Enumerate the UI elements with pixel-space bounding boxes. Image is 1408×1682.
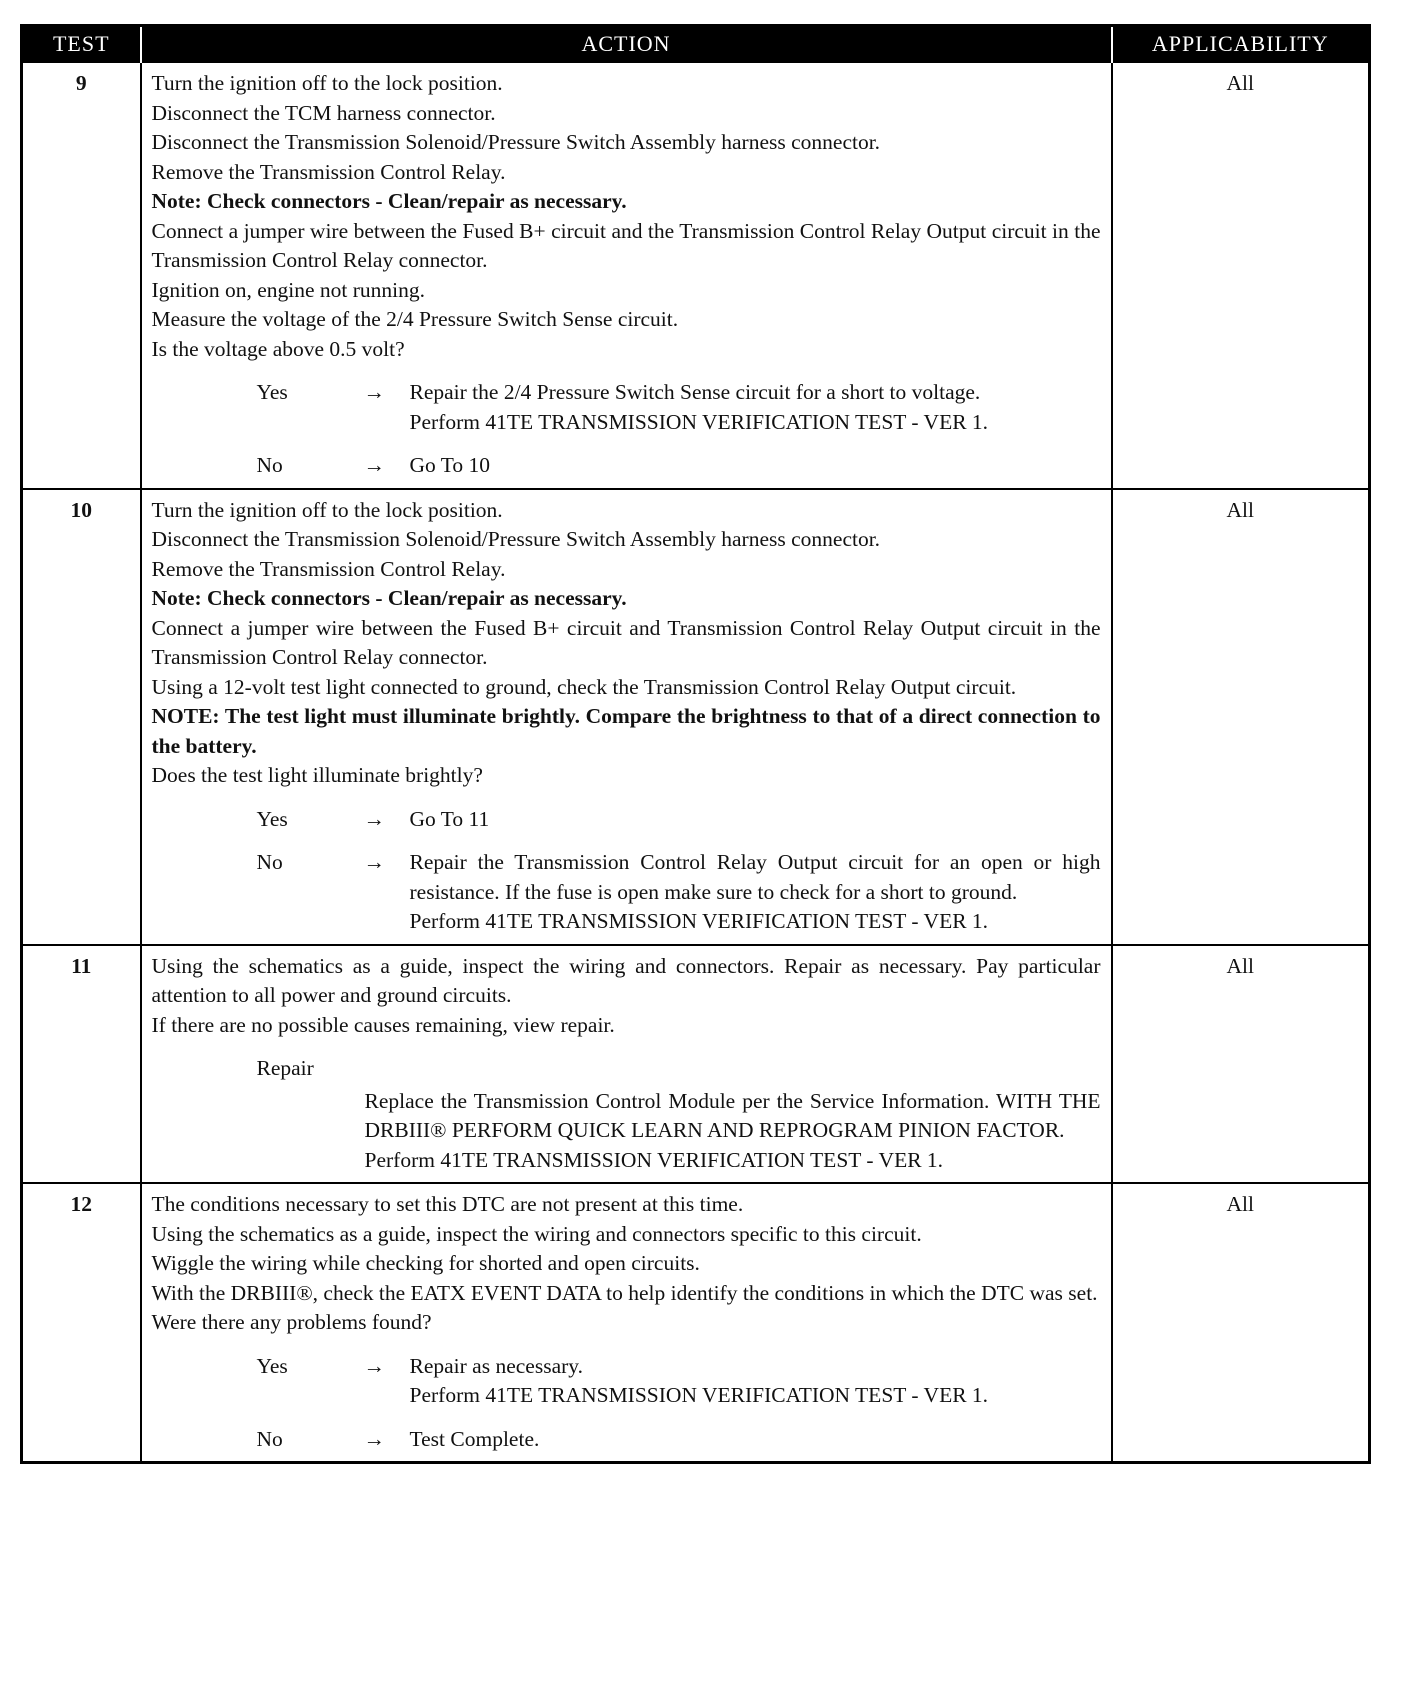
action-cell — [141, 62, 1112, 489]
outcome-body — [410, 1425, 1101, 1455]
diagnostic-test-table — [20, 24, 1371, 1464]
test-number: 9 — [22, 62, 141, 489]
outcome-body — [410, 451, 1101, 481]
outcome-yes — [152, 378, 1101, 437]
action-step: Turn the ignition off to the lock position. — [151, 497, 503, 522]
applicability-value: All — [1112, 945, 1370, 1184]
outcome-line: Perform 41TE TRANSMISSION VERIFICATION TEST - VER 1. — [409, 409, 989, 434]
repair-body — [152, 1087, 1101, 1176]
action-steps — [152, 496, 1101, 791]
arrow-right-icon: → — [363, 453, 385, 477]
table-row — [22, 1183, 1370, 1463]
action-steps — [152, 69, 1101, 364]
arrow-right-icon: → — [363, 1426, 385, 1451]
outcome-yes — [152, 1352, 1101, 1411]
outcome-line: Perform 41TE TRANSMISSION VERIFICATION TEST - VER 1. — [409, 1383, 989, 1407]
action-step: Using the schematics as a guide, inspect the wiring and connectors specific to this circuit. — [151, 1221, 922, 1246]
action-note: NOTE: The test light must illuminate brightly. Compare the brightness to that of a direct connection to the battery. — [151, 704, 1101, 758]
outcome-line: Repair as necessary. — [409, 1353, 584, 1378]
action-step: If there are no possible causes remaining, view repair. — [151, 1012, 615, 1037]
table-body — [22, 62, 1370, 1463]
outcome-label: Yes — [256, 380, 288, 404]
applicability-value: All — [1112, 62, 1370, 489]
outcome-line: Repair the 2/4 Pressure Switch Sense circuit for a short to voltage. — [409, 380, 981, 404]
outcome-label: No — [256, 850, 283, 874]
action-cell — [141, 1183, 1112, 1463]
test-number: 10 — [22, 489, 141, 945]
table-row — [22, 62, 1370, 489]
repair-line: Perform 41TE TRANSMISSION VERIFICATION TEST - VER 1. — [364, 1147, 944, 1172]
header-action: ACTION — [141, 26, 1112, 63]
action-step: Is the voltage above 0.5 volt? — [151, 336, 405, 361]
outcome-yes — [152, 805, 1101, 835]
table-header — [22, 26, 1370, 63]
outcome-no — [152, 1425, 1101, 1455]
repair-label: Repair — [256, 1056, 314, 1080]
outcome-line: Test Complete. — [409, 1426, 540, 1451]
outcome-no — [152, 848, 1101, 937]
outcome-line: Repair the Transmission Control Relay Output circuit for an open or high resistance. If the fuse is open make sure to check for a short to ground. — [409, 850, 1101, 904]
arrow-right-icon: → — [363, 380, 385, 404]
action-step: Disconnect the TCM harness connector. — [151, 100, 496, 125]
action-step: Remove the Transmission Control Relay. — [151, 556, 506, 581]
action-step: Connect a jumper wire between the Fused B+ circuit and the Transmission Control Relay Output circuit in the Transmission Control Relay connector. — [151, 218, 1101, 272]
outcome-no — [152, 451, 1101, 481]
table-row — [22, 945, 1370, 1184]
action-step: Using the schematics as a guide, inspect the wiring and connectors. Repair as necessary. Pay particular attention to all power and ground circuits. — [151, 953, 1101, 1007]
action-cell — [141, 489, 1112, 945]
applicability-value: All — [1112, 1183, 1370, 1463]
table-row — [22, 489, 1370, 945]
outcome-line: Go To 11 — [409, 806, 490, 831]
action-step: Does the test light illuminate brightly? — [151, 763, 483, 787]
action-note: Note: Check connectors - Clean/repair as necessary. — [151, 586, 627, 610]
arrow-right-icon: → — [363, 806, 385, 831]
outcome-label: Yes — [256, 806, 288, 831]
outcome-label: Yes — [256, 1353, 288, 1378]
action-steps — [152, 952, 1101, 1041]
test-number: 12 — [22, 1183, 141, 1463]
action-step: Disconnect the Transmission Solenoid/Pressure Switch Assembly harness connector. — [151, 130, 881, 154]
outcome-line: Perform 41TE TRANSMISSION VERIFICATION TEST - VER 1. — [409, 909, 989, 933]
arrow-right-icon: → — [363, 850, 385, 874]
outcome-line: Go To 10 — [409, 453, 491, 477]
action-step: Remove the Transmission Control Relay. — [151, 159, 506, 184]
action-note: Note: Check connectors - Clean/repair as necessary. — [151, 189, 627, 213]
action-step: Were there any problems found? — [151, 1310, 432, 1334]
action-step: Ignition on, engine not running. — [151, 277, 425, 302]
header-applicability: APPLICABILITY — [1112, 26, 1370, 63]
repair-line: Replace the Transmission Control Module per the Service Information. WITH THE DRBIII® PERFORM QUICK LEARN AND REPROGRAM PINION FACTOR. — [364, 1088, 1101, 1142]
action-step: The conditions necessary to set this DTC are not present at this time. — [151, 1192, 744, 1216]
outcome-repair — [152, 1054, 1101, 1084]
action-step: Using a 12-volt test light connected to ground, check the Transmission Control Relay Output circuit. — [151, 674, 1017, 699]
outcome-body — [410, 1352, 1101, 1411]
header-test: TEST — [22, 26, 141, 63]
outcome-body — [410, 378, 1101, 437]
action-step: Measure the voltage of the 2/4 Pressure Switch Sense circuit. — [151, 307, 679, 331]
test-number: 11 — [22, 945, 141, 1184]
outcome-body — [410, 805, 1101, 835]
arrow-right-icon: → — [363, 1353, 385, 1378]
outcome-label: No — [256, 453, 283, 477]
outcome-body — [410, 848, 1101, 937]
action-cell — [141, 945, 1112, 1184]
action-step: With the DRBIII®, check the EATX EVENT DATA to help identify the conditions in which the DTC was set. — [151, 1280, 1098, 1305]
action-step: Turn the ignition off to the lock position. — [151, 71, 503, 95]
action-step: Disconnect the Transmission Solenoid/Pressure Switch Assembly harness connector. — [151, 527, 881, 551]
action-step: Wiggle the wiring while checking for shorted and open circuits. — [151, 1251, 700, 1275]
action-step: Connect a jumper wire between the Fused B+ circuit and Transmission Control Relay Output circuit in the Transmission Control Relay connector. — [151, 615, 1101, 669]
outcome-label: No — [256, 1426, 283, 1451]
applicability-value: All — [1112, 489, 1370, 945]
action-steps — [152, 1190, 1101, 1338]
